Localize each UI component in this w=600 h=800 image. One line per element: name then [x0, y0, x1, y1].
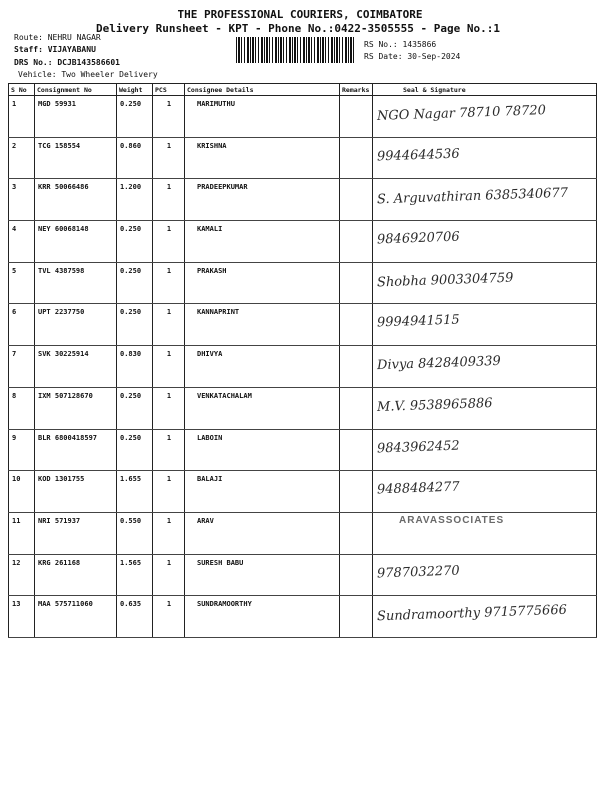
col-header-remarks: Remarks [340, 84, 373, 96]
consignee-cell: PRADEEPKUMAR [185, 179, 340, 221]
weight-cell: 0.250 [117, 262, 153, 304]
sno-cell: 5 [9, 262, 35, 304]
pcs-cell: 1 [153, 512, 185, 554]
rs-date: RS Date: 30-Sep-2024 [364, 52, 461, 61]
table-row [9, 137, 597, 179]
consignment-number-cell: TCG 158554 [35, 137, 117, 179]
signature-cell [373, 596, 597, 638]
consignee-cell: ARAV [185, 512, 340, 554]
handwritten-signature: 9488484277 [376, 479, 460, 498]
weight-cell: 0.250 [117, 387, 153, 429]
signature-cell [373, 221, 597, 263]
consignment-number-cell: BLR 6800418597 [35, 429, 117, 471]
signature-cell [373, 512, 597, 554]
remarks-cell [340, 179, 373, 221]
signature-cell [373, 262, 597, 304]
sno-cell: 4 [9, 221, 35, 263]
runsheet-table [8, 83, 597, 638]
sno-cell: 11 [9, 512, 35, 554]
handwritten-signature: 9944644536 [376, 146, 460, 165]
sno-cell: 8 [9, 387, 35, 429]
consignment-number-cell: IXM 507128670 [35, 387, 117, 429]
signature-cell [373, 137, 597, 179]
table-row [9, 304, 597, 346]
signature-cell [373, 387, 597, 429]
remarks-cell [340, 346, 373, 388]
consignment-number-cell: KRG 261168 [35, 554, 117, 596]
col-header-consignment: Consignment No [35, 84, 117, 96]
signature-cell [373, 429, 597, 471]
sno-cell: 9 [9, 429, 35, 471]
table-row [9, 512, 597, 554]
barcode-image [236, 37, 356, 63]
consignment-number-cell: MGD 59931 [35, 96, 117, 138]
col-header-pcs: PCS [153, 84, 185, 96]
consignment-number-cell: TVL 4387598 [35, 262, 117, 304]
document-title: THE PROFESSIONAL COURIERS, COIMBATORE [177, 8, 423, 21]
consignee-cell: KANNAPRINT [185, 304, 340, 346]
consignee-cell: KRISHNA [185, 137, 340, 179]
consignee-cell: KAMALI [185, 221, 340, 263]
sno-cell: 7 [9, 346, 35, 388]
sno-cell: 1 [9, 96, 35, 138]
table-row [9, 471, 597, 513]
consignee-cell: LABOIN [185, 429, 340, 471]
remarks-cell [340, 96, 373, 138]
table-row [9, 387, 597, 429]
handwritten-signature: Sundramoorthy 9715775666 [376, 602, 568, 625]
handwritten-signature: S. Arguvathiran 6385340677 [376, 186, 569, 208]
sno-cell: 2 [9, 137, 35, 179]
handwritten-signature: 9843962452 [376, 438, 460, 456]
table-row [9, 96, 597, 138]
pcs-cell: 1 [153, 179, 185, 221]
consignment-number-cell: MAA 575711060 [35, 596, 117, 638]
handwritten-signature: NGO Nagar 78710 78720 [376, 103, 547, 124]
handwritten-signature: 9787032270 [376, 563, 460, 582]
table-row [9, 346, 597, 388]
pcs-cell: 1 [153, 596, 185, 638]
remarks-cell [340, 471, 373, 513]
table-row [9, 262, 597, 304]
signature-cell [373, 179, 597, 221]
handwritten-signature: 9846920706 [376, 229, 460, 248]
weight-cell: 1.655 [117, 471, 153, 513]
pcs-cell: 1 [153, 262, 185, 304]
consignee-cell: VENKATACHALAM [185, 387, 340, 429]
remarks-cell [340, 221, 373, 263]
pcs-cell: 1 [153, 429, 185, 471]
col-header-consignee: Consignee Details [185, 84, 340, 96]
consignee-cell: DHIVYA [185, 346, 340, 388]
sno-cell: 10 [9, 471, 35, 513]
signature-cell [373, 554, 597, 596]
weight-cell: 1.565 [117, 554, 153, 596]
route-label: Route: NEHRU NAGAR [14, 33, 101, 42]
signature-cell [373, 304, 597, 346]
sno-cell: 6 [9, 304, 35, 346]
pcs-cell: 1 [153, 304, 185, 346]
table-row [9, 221, 597, 263]
remarks-cell [340, 137, 373, 179]
sno-cell: 3 [9, 179, 35, 221]
consignment-number-cell: UPT 2237750 [35, 304, 117, 346]
remarks-cell [340, 554, 373, 596]
pcs-cell: 1 [153, 96, 185, 138]
remarks-cell [340, 304, 373, 346]
consignee-cell: BALAJI [185, 471, 340, 513]
remarks-cell [340, 512, 373, 554]
pcs-cell: 1 [153, 387, 185, 429]
table-row [9, 554, 597, 596]
weight-cell: 1.200 [117, 179, 153, 221]
signature-cell [373, 471, 597, 513]
consignment-number-cell: NEY 60068148 [35, 221, 117, 263]
weight-cell: 0.250 [117, 304, 153, 346]
col-header-weight: Weight [117, 84, 153, 96]
consignee-cell: SUNDRAMOORTHY [185, 596, 340, 638]
consignee-cell: MARIMUTHU [185, 96, 340, 138]
vehicle-label: Vehicle: Two Wheeler Delivery [18, 70, 158, 79]
remarks-cell [340, 262, 373, 304]
handwritten-signature: Shobha 9003304759 [376, 270, 514, 291]
runsheet-subtitle: Delivery Runsheet - KPT - Phone No.:0422-3505555 - Page No.:1 [96, 22, 500, 35]
sno-cell: 13 [9, 596, 35, 638]
remarks-cell [340, 596, 373, 638]
remarks-cell [340, 387, 373, 429]
sno-cell: 12 [9, 554, 35, 596]
handwritten-signature: Divya 8428409339 [376, 353, 502, 374]
handwritten-signature: 9994941515 [376, 312, 460, 331]
weight-cell: 0.250 [117, 221, 153, 263]
drs-number: DRS No.: DCJB143586601 [14, 58, 120, 67]
weight-cell: 0.830 [117, 346, 153, 388]
staff-label: Staff: VIJAYABANU [14, 45, 96, 54]
pcs-cell: 1 [153, 221, 185, 263]
table-row [9, 429, 597, 471]
pcs-cell: 1 [153, 137, 185, 179]
pcs-cell: 1 [153, 471, 185, 513]
handwritten-signature: M.V. 9538965886 [376, 395, 493, 415]
weight-cell: 0.860 [117, 137, 153, 179]
table-header-row [9, 84, 597, 96]
consignment-number-cell: KOD 1301755 [35, 471, 117, 513]
signature-cell [373, 96, 597, 138]
signature-cell [373, 346, 597, 388]
pcs-cell: 1 [153, 554, 185, 596]
consignment-number-cell: KRR 50066486 [35, 179, 117, 221]
rs-number: RS No.: 1435866 [364, 40, 437, 49]
col-header-sno: S No [9, 84, 35, 96]
consignment-number-cell: SVK 30225914 [35, 346, 117, 388]
weight-cell: 0.550 [117, 512, 153, 554]
weight-cell: 0.250 [117, 429, 153, 471]
company-stamp: ARAVASSOCIATES [399, 514, 505, 526]
weight-cell: 0.250 [117, 96, 153, 138]
table-row [9, 179, 597, 221]
weight-cell: 0.635 [117, 596, 153, 638]
col-header-signature: Seal & Signature [373, 84, 597, 96]
consignee-cell: PRAKASH [185, 262, 340, 304]
table-row [9, 596, 597, 638]
pcs-cell: 1 [153, 346, 185, 388]
remarks-cell [340, 429, 373, 471]
consignee-cell: SURESH BABU [185, 554, 340, 596]
consignment-number-cell: NRI 571937 [35, 512, 117, 554]
